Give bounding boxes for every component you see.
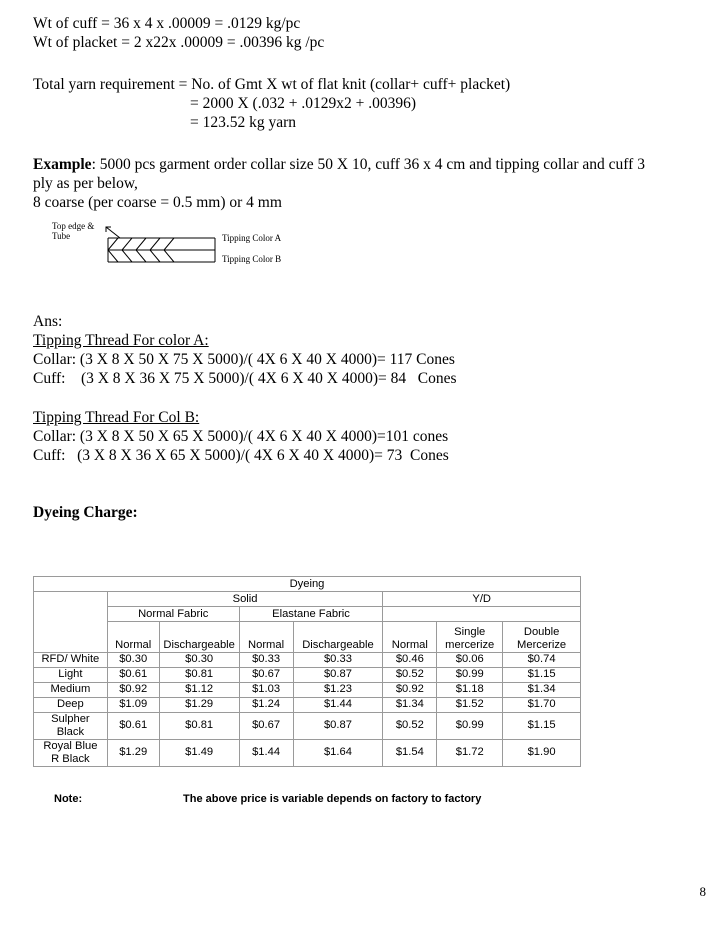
example-line-1 [33, 155, 645, 174]
diagram-top-label-2: Tube [52, 231, 71, 241]
price-cell: $1.29 [159, 697, 239, 712]
table-header-row-4 [34, 622, 581, 653]
table-row [34, 712, 581, 739]
collar-color-a: Collar: (3 X 8 X 50 X 75 X 5000)/( 4X 6 X 40 X 4000)= 117 Cones [33, 351, 455, 368]
table-row [34, 652, 581, 667]
price-cell: $0.99 [437, 667, 503, 682]
cuff-weight-line: Wt of cuff = 36 x 4 x .00009 = .0129 kg/pc [33, 15, 301, 32]
price-cell: $0.81 [159, 667, 239, 682]
price-cell: $1.29 [107, 739, 159, 766]
table-row [34, 667, 581, 682]
heading-color-b: Tipping Thread For Col B: [33, 409, 200, 426]
price-cell: $1.15 [503, 712, 581, 739]
price-cell: $0.81 [159, 712, 239, 739]
table-row [34, 739, 581, 766]
price-cell: $0.52 [383, 712, 437, 739]
price-cell: $0.92 [383, 682, 437, 697]
price-cell: $0.06 [437, 652, 503, 667]
price-cell: $1.90 [503, 739, 581, 766]
tipping-diagram [100, 224, 225, 268]
note-label: Note: [54, 793, 83, 805]
price-cell: $0.33 [293, 652, 383, 667]
tipping-color-a-label: Tipping Color A [222, 233, 282, 243]
total-yarn-line-1: Total yarn requirement = No. of Gmt X wt of flat knit (collar+ cuff+ placket) [33, 76, 511, 93]
row-shade-name: Deep [34, 697, 108, 712]
price-cell: $0.87 [293, 667, 383, 682]
row-shade-name: Sulpher Black [34, 712, 108, 739]
placket-weight-line: Wt of placket = 2 x22x .00009 = .00396 kg /pc [33, 34, 325, 51]
col-normal-1: Normal [107, 622, 159, 653]
price-cell: $1.15 [503, 667, 581, 682]
row-shade-name: RFD/ White [34, 652, 108, 667]
table-header-row-1 [34, 577, 581, 592]
elastane-fabric-header: Elastane Fabric [239, 607, 383, 622]
price-cell: $1.70 [503, 697, 581, 712]
price-cell: $0.61 [107, 667, 159, 682]
dyeing-price-table [33, 576, 581, 767]
dyeing-title: Dyeing [34, 577, 581, 592]
price-cell: $0.92 [107, 682, 159, 697]
price-cell: $0.52 [383, 667, 437, 682]
price-cell: $1.12 [159, 682, 239, 697]
price-cell: $0.30 [107, 652, 159, 667]
price-cell: $1.18 [437, 682, 503, 697]
note-text: The above price is variable depends on factory to factory [183, 793, 482, 805]
row-shade-name: Light [34, 667, 108, 682]
price-cell: $0.99 [437, 712, 503, 739]
price-cell: $1.23 [293, 682, 383, 697]
price-cell: $0.33 [239, 652, 293, 667]
price-cell: $0.30 [159, 652, 239, 667]
cuff-color-b: Cuff: (3 X 8 X 36 X 65 X 5000)/( 4X 6 X 40 X 4000)= 73 Cones [33, 447, 449, 464]
col-dischargeable-1: Dischargeable [159, 622, 239, 653]
ans-label: Ans: [33, 313, 63, 330]
price-cell: $1.09 [107, 697, 159, 712]
table-row [34, 682, 581, 697]
example-text-1: : 5000 pcs garment order collar size 50 X 10, cuff 36 x 4 cm and tipping collar and cuff 3 [91, 156, 645, 173]
col-double-mercerize: Double Mercerize [503, 622, 581, 653]
price-cell: $1.72 [437, 739, 503, 766]
price-cell: $0.46 [383, 652, 437, 667]
total-yarn-line-3: = 123.52 kg yarn [190, 114, 297, 131]
price-cell: $0.67 [239, 712, 293, 739]
total-yarn-line-2: = 2000 X (.032 + .0129x2 + .00396) [190, 95, 416, 112]
row-shade-name: Royal Blue R Black [34, 739, 108, 766]
cuff-color-a: Cuff: (3 X 8 X 36 X 75 X 5000)/( 4X 6 X 40 X 4000)= 84 Cones [33, 370, 457, 387]
price-cell: $0.87 [293, 712, 383, 739]
price-cell: $1.49 [159, 739, 239, 766]
tipping-color-b-label: Tipping Color B [222, 254, 282, 264]
table-header-row-2 [34, 592, 581, 607]
normal-fabric-header: Normal Fabric [107, 607, 239, 622]
row-shade-name: Medium [34, 682, 108, 697]
solid-header: Solid [107, 592, 383, 607]
price-cell: $1.54 [383, 739, 437, 766]
collar-color-b: Collar: (3 X 8 X 50 X 65 X 5000)/( 4X 6 X 40 X 4000)=101 cones [33, 428, 449, 445]
price-cell: $1.34 [503, 682, 581, 697]
price-cell: $1.64 [293, 739, 383, 766]
price-cell: $0.61 [107, 712, 159, 739]
example-line-2: ply as per below, [33, 175, 138, 192]
price-cell: $1.52 [437, 697, 503, 712]
price-cell: $1.03 [239, 682, 293, 697]
table-header-row-3 [34, 607, 581, 622]
table-row [34, 697, 581, 712]
dyeing-charge-heading: Dyeing Charge: [33, 504, 138, 521]
col-single-mercerize: Single mercerize [437, 622, 503, 653]
price-cell: $1.24 [239, 697, 293, 712]
col-normal-3: Normal [383, 622, 437, 653]
page-number: 8 [699, 884, 706, 899]
diagram-top-label-1: Top edge & [52, 221, 95, 231]
col-normal-2: Normal [239, 622, 293, 653]
heading-color-a: Tipping Thread For color A: [33, 332, 209, 349]
price-cell: $1.44 [239, 739, 293, 766]
price-cell: $0.74 [503, 652, 581, 667]
example-line-3: 8 coarse (per coarse = 0.5 mm) or 4 mm [33, 194, 282, 211]
price-cell: $1.44 [293, 697, 383, 712]
col-dischargeable-2: Dischargeable [293, 622, 383, 653]
example-label: Example [33, 156, 92, 173]
price-cell: $0.67 [239, 667, 293, 682]
yd-header: Y/D [383, 592, 581, 607]
price-cell: $1.34 [383, 697, 437, 712]
